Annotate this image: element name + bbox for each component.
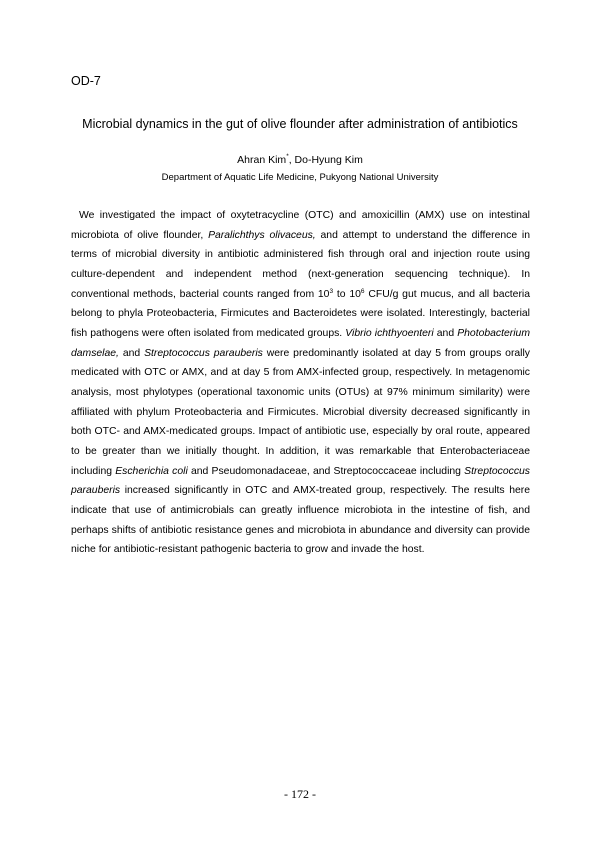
abstract-text: and attempt to understand the difference in terms of microbial diversity in antibiotic administered fish through oral and injection route using culture-dependent and independent method (next-generation sequencing technique). In conventional methods, bacterial counts ranged from 10 — [71, 229, 530, 300]
species-name: Streptococcus parauberis — [144, 347, 263, 359]
abstract-text: and — [118, 347, 145, 359]
abstract-text: and — [433, 327, 458, 339]
abstract-text: We investigated the impact of oxytetracycline (OTC) and amoxicillin (AMX) use on intestinal microbiota of olive flounder, — [71, 210, 530, 241]
species-name: Escherichia coli — [115, 465, 188, 477]
abstract-body — [71, 206, 530, 560]
author-rest: , Do-Hyung Kim — [288, 154, 363, 166]
species-name: Photobacterium damselae, — [71, 327, 530, 359]
species-name: Vibrio ichthyoenteri — [345, 327, 434, 339]
species-name: Streptococcus parauberis — [71, 465, 530, 497]
paper-title: Microbial dynamics in the gut of olive flounder after administration of antibiotics — [82, 117, 518, 131]
author-first: Ahran Kim — [237, 154, 287, 166]
abstract-text: increased significantly in OTC and AMX-treated group, respectively. The results here indicate that use of antimicrobials can greatly influence microbiota in the intestine of fish, and perhaps shifts of antibiotic resistance genes and microbiota in abundance and diversity can provide niche for antibiotic-resistant pathogenic bacteria to grow and invade the host. — [71, 485, 530, 556]
abstract-text: to 10 — [333, 288, 361, 300]
page-number: - 172 - — [284, 787, 316, 801]
species-name: Paralichthys olivaceus, — [208, 229, 316, 241]
exponent: 3 — [329, 287, 334, 295]
session-code: OD-7 — [71, 74, 101, 88]
author-line — [0, 154, 600, 166]
corresponding-author-mark: * — [286, 153, 289, 160]
abstract-text: were predominantly isolated at day 5 from groups orally medicated with OTC or AMX, and at day 5 from AMX-infected group, respectively. In metagenomic analysis, most phylotypes (operational taxonomic units (OTUs) at 97% minimum similarity) were affiliated with phylum Proteobacteria and Firmicutes. Microbial diversity decreased significantly in both OTC- and AMX-medicated groups. Impact of antibiotic use, especially by oral route, appeared to be greater than we initially thought. In addition, it was remarkable that Enterobacteriaceae including — [71, 347, 530, 477]
abstract-text: and Pseudomonadaceae, and Streptococcaceae including — [187, 465, 465, 477]
abstract-text: CFU/g gut mucus, and all bacteria belong to phyla Proteobacteria, Firmicutes and Bacteroidetes were isolated. Interestingly, bacterial fish pathogens were often isolated from medicated groups. — [71, 288, 530, 339]
exponent: 6 — [360, 287, 365, 295]
affiliation: Department of Aquatic Life Medicine, Pukyong National University — [161, 172, 439, 183]
